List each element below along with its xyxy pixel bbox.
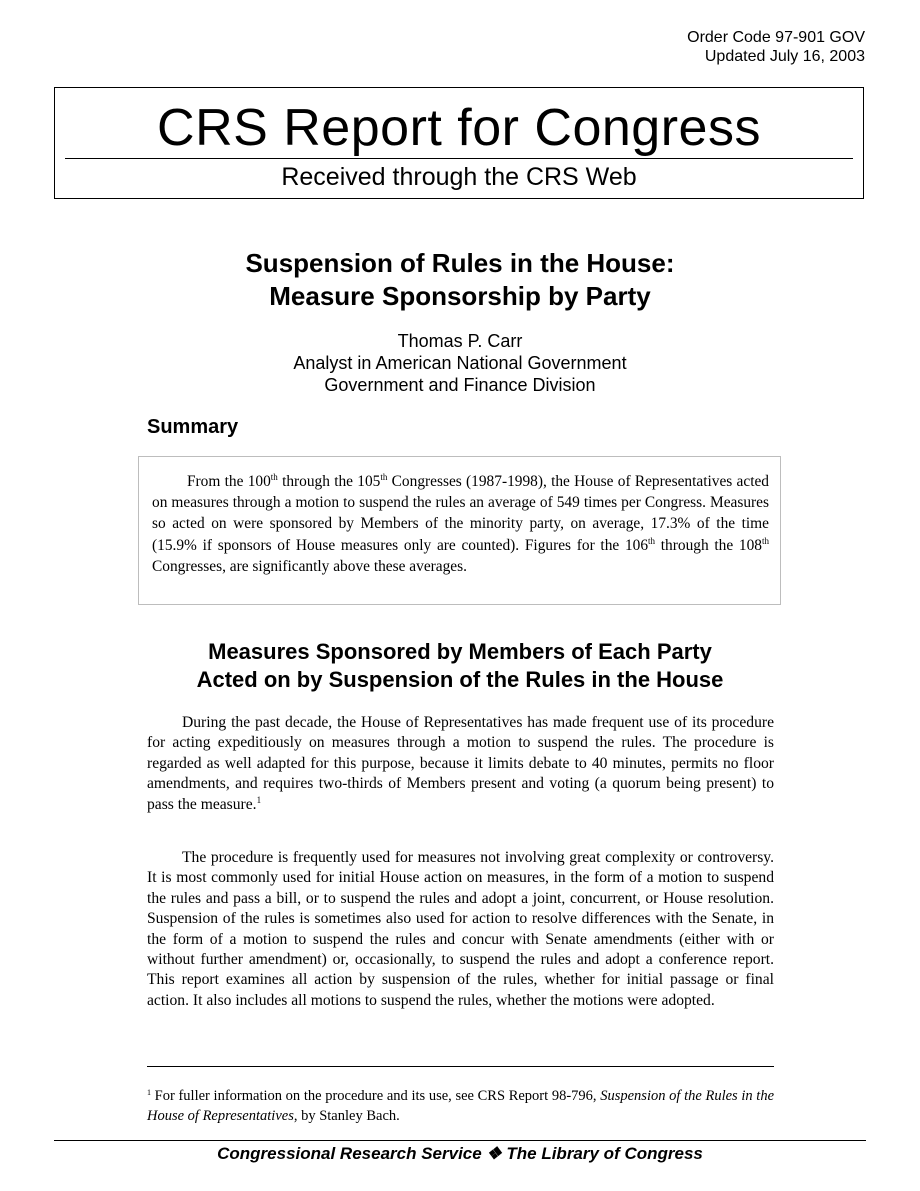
summary-text-part: through the 108 [655, 536, 762, 554]
ordinal-superscript: th [761, 535, 769, 546]
banner-divider [65, 158, 853, 159]
body-paragraph-2: The procedure is frequently used for measures not involving great complexity or controversy. It is most commonly used for initial House action on measures, in the form of a motion to suspend the rules and pass a bill, or to suspend the rules and adopt a joint, concurrent, or House resolution. Suspension of the rules is sometimes also used for action to resolve differences with the Senate, in the form of a motion to suspend the rules and concur with Senate amendments (either with or without further amendment) or, occasionally, to suspend the rules and adopt a conference report. This report examines all action by suspension of the rules, whether for initial passage or final action. It also includes all motions to suspend the rules, whether the motions were adopted. [147, 849, 774, 1009]
title-line-2: Measure Sponsorship by Party [269, 281, 651, 311]
summary-text-part: through the 105 [277, 473, 381, 490]
page-footer: Congressional Research Service ❖ The Library of Congress [217, 1144, 703, 1163]
paragraph-text: During the past decade, the House of Representatives has made frequent use of its procedure for acting expeditiously on measures through a motion to suspend the rules. The procedure is regarded as well adapted for this purpose, because it limits debate to 40 minutes, permits no floor amendments, and requires two-thirds of Members present and voting (a quorum being present) to pass the measure. [147, 714, 774, 813]
summary-text-part: From the 100 [187, 473, 271, 490]
author-block [0, 330, 920, 396]
summary-text-part: Congresses, are significantly above these averages. [152, 557, 467, 575]
author-division: Government and Finance Division [324, 375, 596, 395]
summary-box [138, 456, 781, 605]
page-title [0, 247, 920, 313]
section-heading-line-2: Acted on by Suspension of the Rules in the House [196, 667, 724, 692]
report-banner [54, 87, 864, 199]
order-code-block [687, 28, 865, 66]
ordinal-superscript: th [270, 472, 278, 482]
summary-heading: Summary [147, 416, 239, 438]
ordinal-superscript: th [648, 535, 656, 546]
summary-text [152, 471, 769, 577]
footnote-cited-title: Suspension of the Rules in the House of Representatives [147, 1088, 775, 1124]
footnote-text: , by Stanley Bach. [293, 1108, 400, 1124]
banner-subtitle: Received through the CRS Web [281, 163, 637, 191]
order-code: Order Code 97-901 GOV [687, 29, 865, 46]
banner-title: CRS Report for Congress [157, 99, 761, 157]
section-heading-line-1: Measures Sponsored by Members of Each Party [208, 639, 712, 664]
footnote-reference[interactable]: 1 [256, 794, 262, 805]
footnote-text: For fuller information on the procedure and its use, see CRS Report 98-796, [151, 1088, 601, 1104]
author-title: Analyst in American National Government [293, 353, 627, 373]
section-heading [0, 638, 920, 694]
footnote [147, 1086, 774, 1126]
footnote-divider [147, 1066, 774, 1067]
ordinal-superscript: th [380, 472, 388, 482]
footer-divider [54, 1140, 866, 1141]
footnote-number: 1 [147, 1088, 151, 1097]
updated-date: Updated July 16, 2003 [704, 48, 865, 65]
body-paragraph-1 [147, 713, 774, 815]
title-line-1: Suspension of Rules in the House: [245, 248, 675, 278]
summary-text-part: Congresses (1987-1998), the House of Representatives acted on measures through a motion to suspend the rules an average of 549 times per Congress. Measures so acted on were sponsored by Members of the minority party, on average, 17.3% of the time (15.9% if sponsors of House measures only are counted). Figures for the 106 [152, 473, 770, 554]
author-name: Thomas P. Carr [397, 331, 523, 351]
